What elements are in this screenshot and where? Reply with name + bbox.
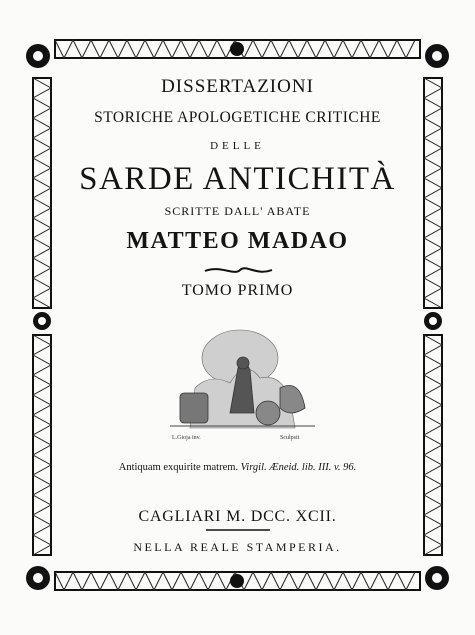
imprint-press: NELLA REALE STAMPERIA. [133,540,342,554]
title-line-dissertazioni: DISSERTAZIONI [161,76,314,97]
engraved-vignette [150,318,325,448]
engraving-signature-left: L.Gioja inv. [172,435,201,441]
engraving-signature-right: Sculpsit [280,435,300,441]
author-name: MATTEO MADAO [126,228,349,254]
volume-label: TOMO PRIMO [181,282,294,299]
imprint-place-date: CAGLIARI M. DCC. XCII. [138,508,337,525]
title-line-delle: DELLE [210,140,265,152]
title-line-scritte: SCRITTE DALL' ABATE [164,204,311,218]
title-line-subtitle: STORICHE APOLOGETICHE CRITICHE [94,109,381,126]
epigraph-text: Antiquam exquirite matrem. [118,462,239,473]
title-main: SARDE ANTICHITÀ [79,161,396,197]
epigraph-source: Virgil. Æneid. lib. III. v. 96. [240,462,357,473]
epigraph [0,462,475,473]
